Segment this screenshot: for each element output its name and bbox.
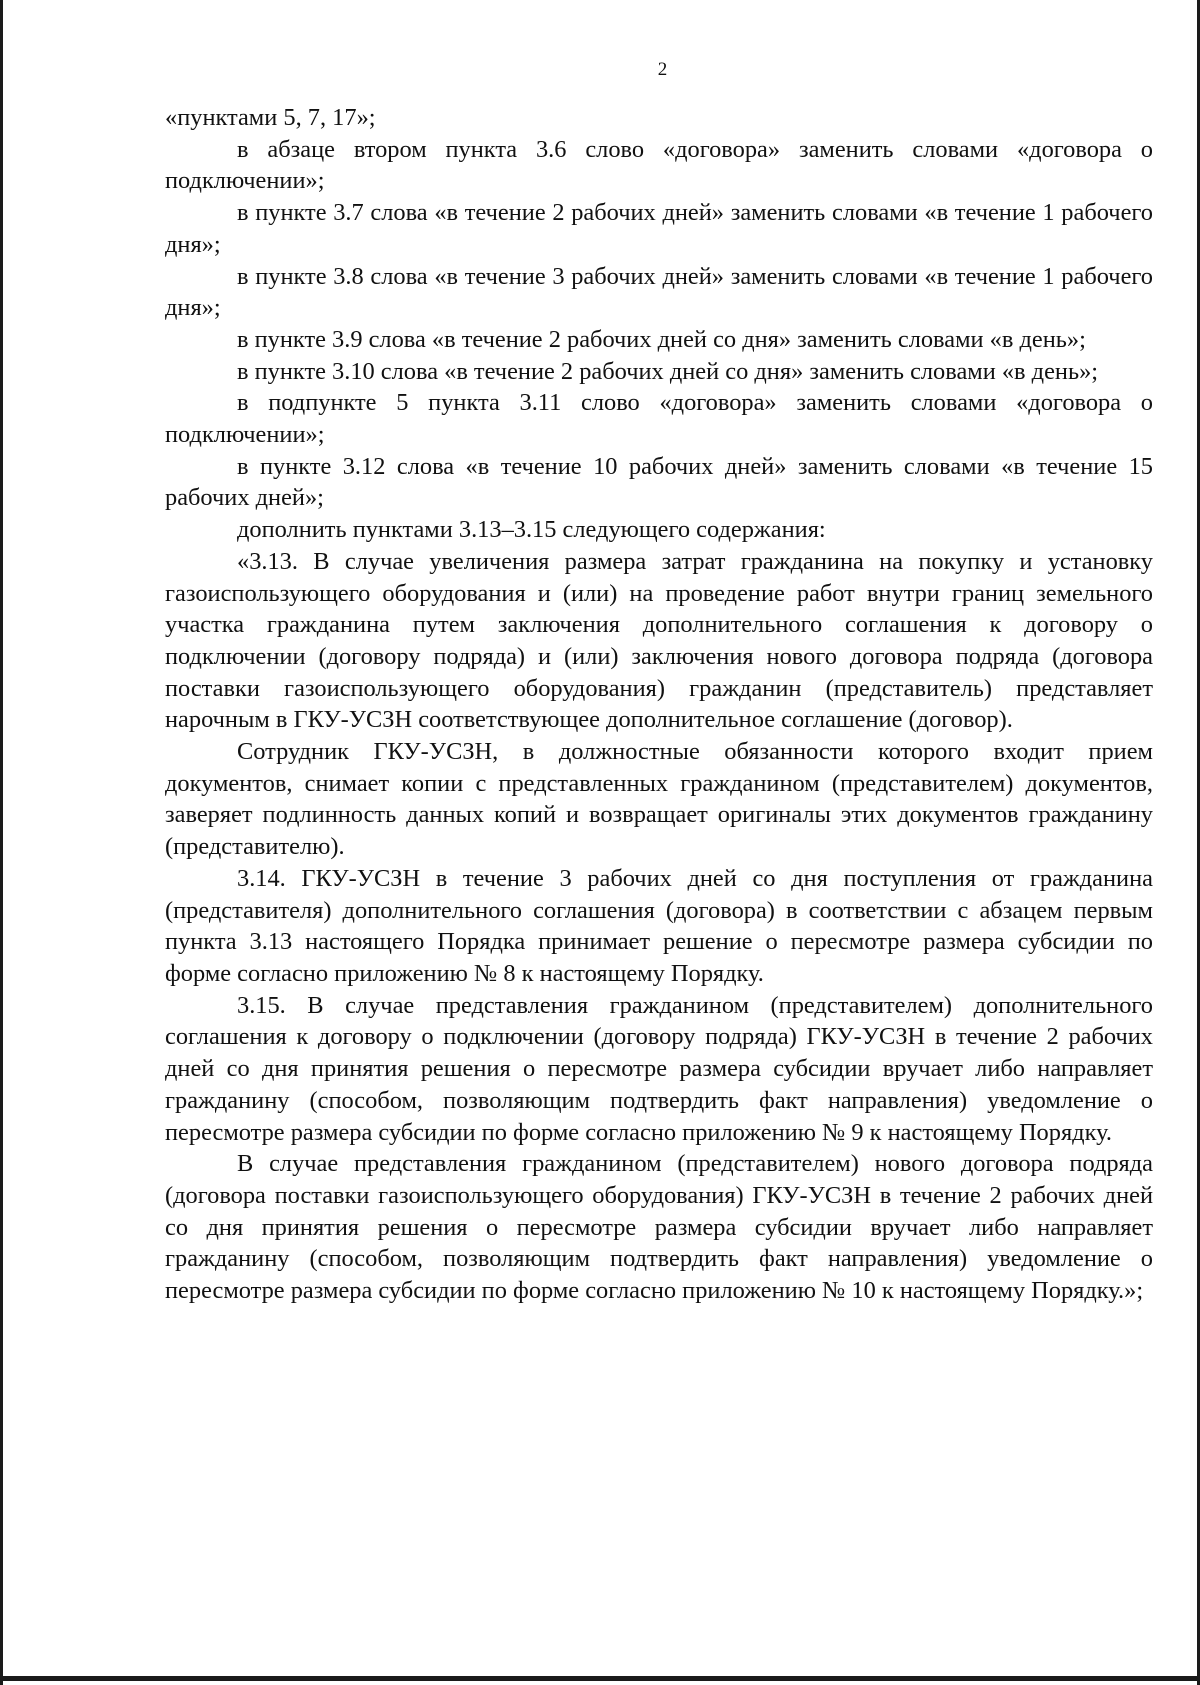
scan-edge-left <box>0 0 3 1685</box>
paragraph: В случае представления гражданином (представителем) нового договора подряда (договора поставки газоиспользующего оборудования) ГКУ-УСЗН в течение 2 рабочих дней со дня принятия решения о пересмотре размера субсидии вручает либо направляет гражданину (способом, позволяющим подтвердить факт направления) уведомление о пересмотре размера субсидии по форме согласно приложению № 10 к настоящему Порядку.»; <box>165 1150 1153 1305</box>
paragraph: в пункте 3.10 слова «в течение 2 рабочих дней со дня» заменить словами «в день»; <box>237 357 1099 385</box>
paragraph: в подпункте 5 пункта 3.11 слово «договора» заменить словами «договора о подключении»; <box>165 389 1153 449</box>
scan-edge-bottom <box>0 1676 1200 1681</box>
page-number: 2 <box>657 59 668 80</box>
paragraph: в абзаце втором пункта 3.6 слово «договора» заменить словами «договора о подключении»; <box>165 135 1153 195</box>
paragraph: в пункте 3.8 слова «в течение 3 рабочих дней» заменить словами «в течение 1 рабочего дня»; <box>165 262 1153 322</box>
paragraph: Сотрудник ГКУ-УСЗН, в должностные обязанности которого входит прием документов, снимает копии с представленных гражданином (представителем) документов, заверяет подлинность данных копий и возвращает оригиналы этих документов гражданину (представителю). <box>165 738 1153 861</box>
paragraph: дополнить пунктами 3.13–3.15 следующего содержания: <box>237 516 826 544</box>
paragraph: 3.14. ГКУ-УСЗН в течение 3 рабочих дней со дня поступления от гражданина (представителя) дополнительного соглашения (договора) в соответствии с абзацем первым пункта 3.13 настоящего Порядка принимает решение о пересмотре размера субсидии по форме согласно приложению № 8 к настоящему Порядку. <box>165 864 1153 987</box>
paragraph: 3.15. В случае представления гражданином (представителем) дополнительного соглашения к договору о подключении (договору подряда) ГКУ-УСЗН в течение 2 рабочих дней со дня принятия решения о пересмотре размера субсидии вручает либо направляет гражданину (способом, позволяющим подтвердить факт направления) уведомление о пересмотре размера субсидии по форме согласно приложению № 9 к настоящему Порядку. <box>165 991 1153 1146</box>
paragraph: «пунктами 5, 7, 17»; <box>165 104 376 131</box>
paragraph: в пункте 3.12 слова «в течение 10 рабочих дней» заменить словами «в течение 15 рабочих дней»; <box>165 452 1153 512</box>
paragraph: «3.13. В случае увеличения размера затрат гражданина на покупку и установку газоиспользующего оборудования и (или) на проведение работ внутри границ земельного участка гражданина путем заключения дополнительного соглашения к договору о подключении (договору подряда) и (или) заключения нового договора подряда (договора поставки газоиспользующего оборудования) гражданин (представитель) представляет нарочным в ГКУ-УСЗН соответствующее дополнительное соглашение (договор). <box>165 547 1153 734</box>
paragraph: в пункте 3.7 слова «в течение 2 рабочих дней» заменить словами «в течение 1 рабочего дня»; <box>165 199 1153 258</box>
document-body <box>165 102 1153 1307</box>
paragraph: в пункте 3.9 слова «в течение 2 рабочих дней со дня» заменить словами «в день»; <box>237 325 1086 353</box>
